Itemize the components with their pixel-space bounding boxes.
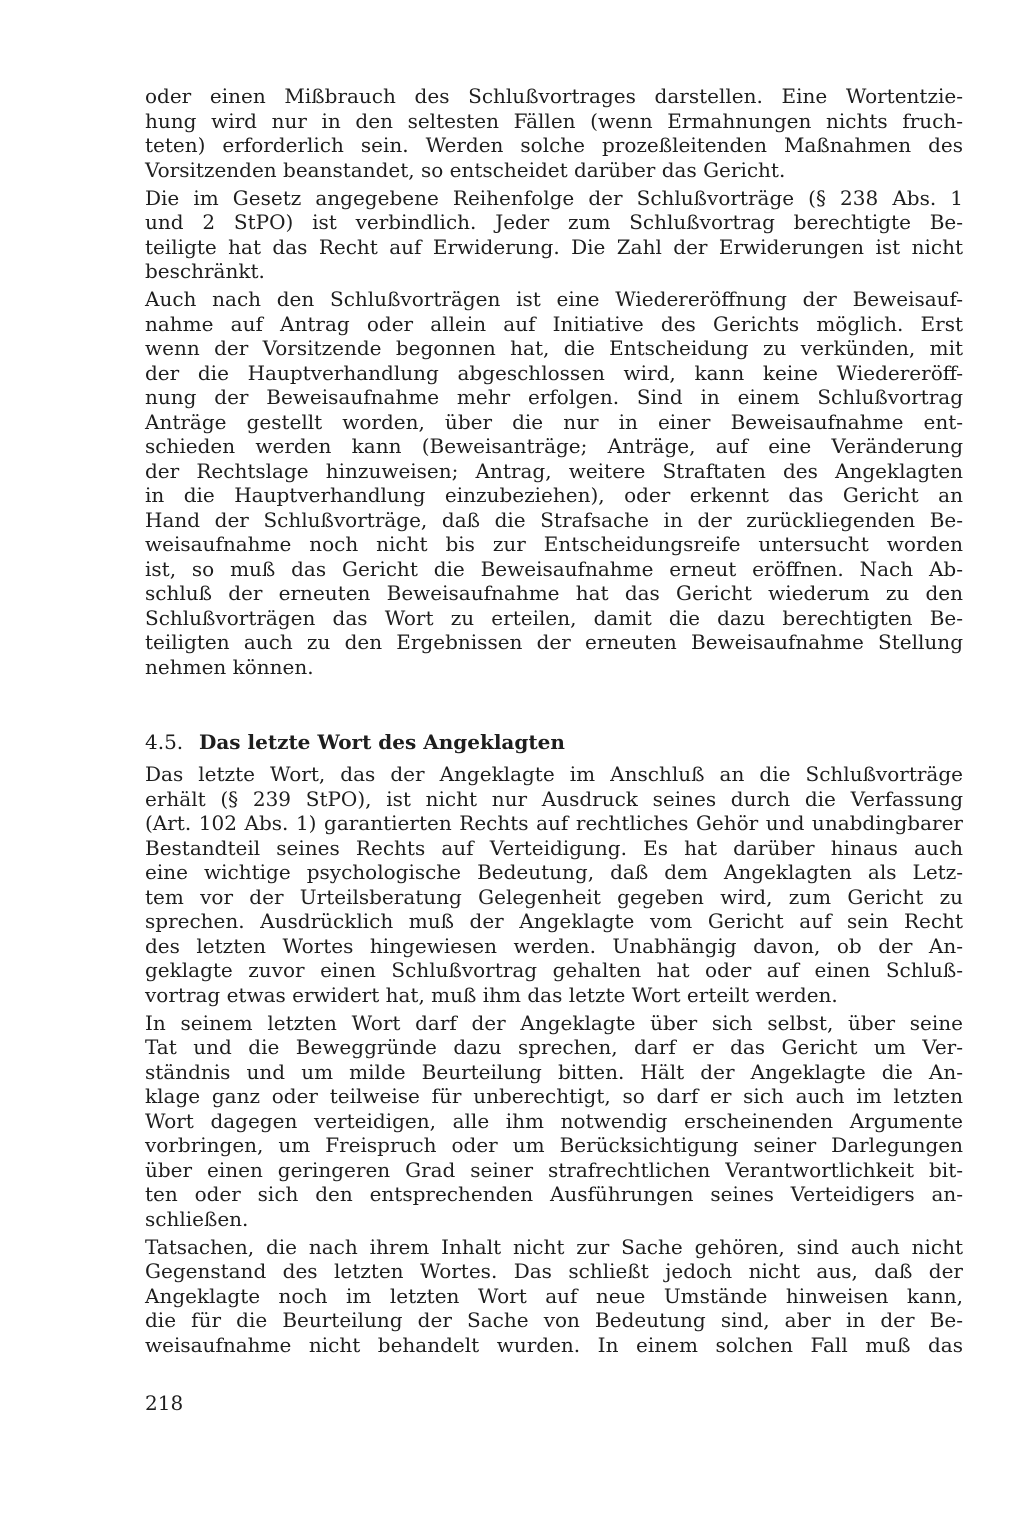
text-line: in die Hauptverhandlung einzubeziehen), oder erkennt das Gericht an <box>145 483 963 507</box>
text-line: Wort dagegen verteidigen, alle ihm notwendig erscheinenden Argumente <box>145 1108 963 1133</box>
section-title: Das letzte Wort des Angeklagten <box>199 730 565 754</box>
text-line: sprechen. Ausdrücklich muß der Angeklagte vom Gericht auf sein Recht <box>145 909 963 933</box>
paragraph <box>145 762 963 1007</box>
text-line: (Art. 102 Abs. 1) garantierten Rechts auf rechtliches Gehör und unabdingbarer <box>145 811 963 835</box>
paragraph <box>145 287 963 679</box>
text-line: weisaufnahme noch nicht bis zur Entscheidungsreife untersucht worden <box>145 532 963 556</box>
text-line: über einen geringeren Grad seiner strafrechtlichen Verantwortlichkeit bit- <box>145 1157 963 1182</box>
text-line: geklagte zuvor einen Schlußvortrag gehalten hat oder auf einen Schluß- <box>145 958 963 982</box>
text-line: Tat und die Beweggründe dazu sprechen, darf er das Gericht um Ver- <box>145 1035 963 1059</box>
text-line: Vorsitzenden beanstandet, so entscheidet darüber das Gericht. <box>145 157 786 182</box>
text-line: schieden werden kann (Beweisanträge; Anträge, auf eine Veränderung <box>145 434 963 458</box>
text-line: Tatsachen, die nach ihrem Inhalt nicht zur Sache gehören, sind auch nicht <box>145 1234 963 1259</box>
text-block-after <box>145 762 963 1357</box>
text-line: der Rechtslage hinzuweisen; Antrag, weitere Straftaten des Angeklagten <box>145 458 963 483</box>
text-line: und 2 StPO) ist verbindlich. Jeder zum Schlußvortrag berechtigte Be- <box>145 210 963 234</box>
text-line: erhält (§ 239 StPO), ist nicht nur Ausdruck seines durch die Verfassung <box>145 786 963 811</box>
text-line: oder einen Mißbrauch des Schlußvortrages darstellen. Eine Wortentzie- <box>145 84 963 108</box>
text-line: Die im Gesetz angegebene Reihenfolge der Schlußvorträge (§ 238 Abs. 1 <box>145 185 963 210</box>
text-line: nehmen können. <box>145 654 314 679</box>
text-line: beschränkt. <box>145 259 265 283</box>
text-line: tem vor der Urteilsberatung Gelegenheit gegeben wird, zum Gericht zu <box>145 884 963 909</box>
text-line: eine wichtige psychologische Bedeutung, daß dem Angeklagten als Letz- <box>145 860 963 884</box>
paragraph <box>145 186 963 284</box>
paragraph <box>145 1235 963 1358</box>
text-line: Das letzte Wort, das der Angeklagte im Anschluß an die Schlußvorträge <box>145 762 963 786</box>
text-line: teiligte hat das Recht auf Erwiderung. Die Zahl der Erwiderungen ist nicht <box>145 234 963 259</box>
text-line: Gegenstand des letzten Wortes. Das schließt jedoch nicht aus, daß der <box>145 1259 963 1283</box>
text-line: schließen. <box>145 1206 249 1231</box>
text-line: ten oder sich den entsprechenden Ausführungen seines Verteidigers an- <box>145 1182 963 1206</box>
text-line: die für die Beurteilung der Sache von Bedeutung sind, aber in der Be- <box>145 1308 963 1332</box>
text-line: vortrag etwas erwidert hat, muß ihm das letzte Wort erteilt werden. <box>145 982 838 1007</box>
paragraph <box>145 1011 963 1232</box>
text-line: Auch nach den Schlußvorträgen ist eine Wiedereröffnung der Beweisauf- <box>145 287 963 311</box>
section-heading <box>145 730 963 754</box>
text-block-before <box>145 84 963 679</box>
text-line: In seinem letzten Wort darf der Angeklagte über sich selbst, über seine <box>145 1010 963 1035</box>
text-line: wenn der Vorsitzende begonnen hat, die Entscheidung zu verkünden, mit <box>145 336 963 360</box>
page-number: 218 <box>145 1391 184 1415</box>
text-line: Anträge gestellt worden, über die nur in einer Beweisaufnahme ent- <box>145 409 963 434</box>
text-line: Schlußvorträgen das Wort zu erteilen, damit die dazu berechtigten Be- <box>145 605 963 630</box>
text-line: weisaufnahme nicht behandelt wurden. In einem solchen Fall muß das <box>145 1332 963 1357</box>
text-line: klage ganz oder teilweise für unberechtigt, so darf er sich auch im letzten <box>145 1084 963 1108</box>
page-body <box>145 84 963 1361</box>
text-line: ständnis und um milde Beurteilung bitten. Hält der Angeklagte die An- <box>145 1059 963 1084</box>
text-line: teiligten auch zu den Ergebnissen der erneuten Beweisaufnahme Stellung <box>145 630 963 654</box>
text-line: vorbringen, um Freispruch oder um Berücksichtigung seiner Darlegungen <box>145 1133 963 1157</box>
text-line: schluß der erneuten Beweisaufnahme hat das Gericht wiederum zu den <box>145 581 963 605</box>
text-line: des letzten Wortes hingewiesen werden. Unabhängig davon, ob der An- <box>145 933 963 958</box>
section-number: 4.5. <box>145 730 184 754</box>
text-line: Hand der Schlußvorträge, daß die Strafsache in der zurückliegenden Be- <box>145 507 963 532</box>
text-line: nung der Beweisaufnahme mehr erfolgen. Sind in einem Schlußvortrag <box>145 385 963 409</box>
text-line: teten) erforderlich sein. Werden solche prozeßleitenden Maßnahmen des <box>145 133 963 157</box>
text-line: ist, so muß das Gericht die Beweisaufnahme erneut eröffnen. Nach Ab- <box>145 556 963 581</box>
text-line: hung wird nur in den seltesten Fällen (wenn Ermahnungen nichts fruch- <box>145 108 963 133</box>
paragraph <box>145 84 963 182</box>
text-line: nahme auf Antrag oder allein auf Initiative des Gerichts möglich. Erst <box>145 311 963 336</box>
text-line: Bestandteil seines Rechts auf Verteidigung. Es hat darüber hinaus auch <box>145 835 963 860</box>
text-line: der die Hauptverhandlung abgeschlossen wird, kann keine Wiedereröff- <box>145 360 963 385</box>
text-line: Angeklagte noch im letzten Wort auf neue Umstände hinweisen kann, <box>145 1283 963 1308</box>
